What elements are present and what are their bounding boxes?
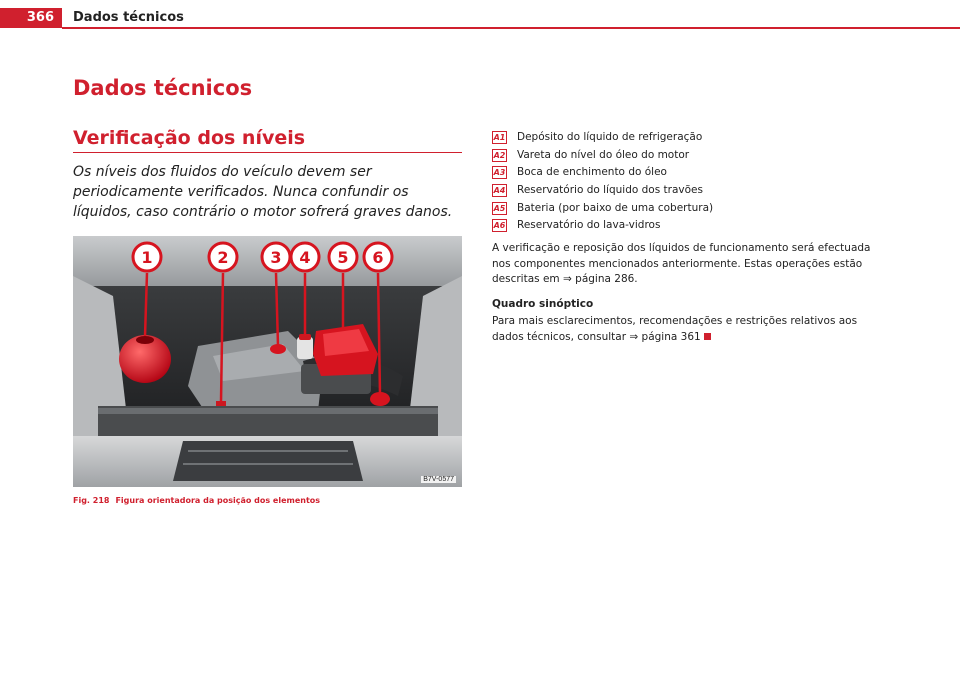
paragraph-text: A verificação e reposição dos líquidos de funcionamento será efectuada nos componentes mencionados anteriormente. Estas operações estão descritas em [492, 242, 871, 285]
figure-caption-label: Fig. 218 [73, 496, 110, 505]
engine-bay-figure [73, 236, 462, 487]
paragraph-verification [492, 241, 888, 288]
end-of-section-icon [704, 333, 711, 340]
legend-badge-a1: A1 [493, 133, 506, 142]
callout-6 [364, 243, 392, 271]
legend-item [492, 129, 892, 147]
section-title: Verificação dos níveis [73, 127, 306, 149]
figure-caption-text: Figura orientadora da posição dos elementos [115, 496, 321, 505]
callout-3 [262, 243, 290, 271]
page-number: 366 [0, 8, 62, 28]
callout-5 [329, 243, 357, 271]
legend-item [492, 164, 892, 182]
callout-2-label: 2 [217, 248, 229, 267]
legend-text: Reservatório do lava-vidros [517, 219, 661, 232]
page-header [0, 8, 960, 28]
legend-text: Boca de enchimento do óleo [517, 166, 667, 179]
page-reference-link[interactable]: página 361 [641, 330, 701, 343]
callout-1 [133, 243, 161, 271]
legend-item [492, 217, 892, 235]
callout-6-label: 6 [372, 248, 384, 267]
callout-2 [209, 243, 237, 271]
legend-badge-a5: A5 [493, 203, 506, 213]
legend-item [492, 182, 892, 200]
engine-bay-illustration [73, 236, 462, 487]
header-title: Dados técnicos [73, 10, 184, 25]
legend-badge-a2: A2 [493, 150, 506, 160]
legend-badge-a6: A6 [493, 221, 506, 231]
callout-4 [291, 243, 319, 271]
section-rule [73, 152, 462, 153]
paragraph-text: Para mais esclarecimentos, recomendações e restrições relativos aos dados técnicos, consultar [492, 315, 858, 343]
component-legend [492, 129, 892, 235]
page-reference-link[interactable]: página 286. [575, 273, 638, 285]
legend-text: Bateria (por baixo de uma cobertura) [517, 201, 714, 214]
callout-5-label: 5 [337, 248, 349, 267]
figure-caption [73, 496, 326, 505]
legend-badge-a3: A3 [493, 168, 506, 178]
subheading-quadro-sinoptico: Quadro sinóptico [492, 298, 594, 310]
callout-1-label: 1 [141, 248, 153, 267]
legend-text: Reservatório do líquido dos travões [517, 184, 703, 197]
callout-3-label: 3 [270, 248, 282, 267]
header-rule [62, 27, 960, 29]
main-title: Dados técnicos [73, 76, 253, 100]
legend-text: Vareta do nível do óleo do motor [517, 148, 690, 161]
legend-item [492, 147, 892, 165]
paragraph-technical-data [492, 314, 888, 345]
reference-arrow-icon: ⇒ [563, 273, 572, 285]
reference-arrow-icon: ⇒ [629, 330, 639, 343]
callout-4-label: 4 [299, 248, 311, 267]
legend-badge-a4: A4 [493, 186, 506, 196]
legend-text: Depósito do líquido de refrigeração [517, 131, 703, 143]
legend-item [492, 200, 892, 218]
figure-code: B7V-0577 [423, 476, 454, 483]
section-intro: Os níveis dos fluidos do veículo devem ser periodicamente verificados. Nunca confundir os líquidos, caso contrário o motor sofrerá graves danos. [73, 164, 453, 220]
